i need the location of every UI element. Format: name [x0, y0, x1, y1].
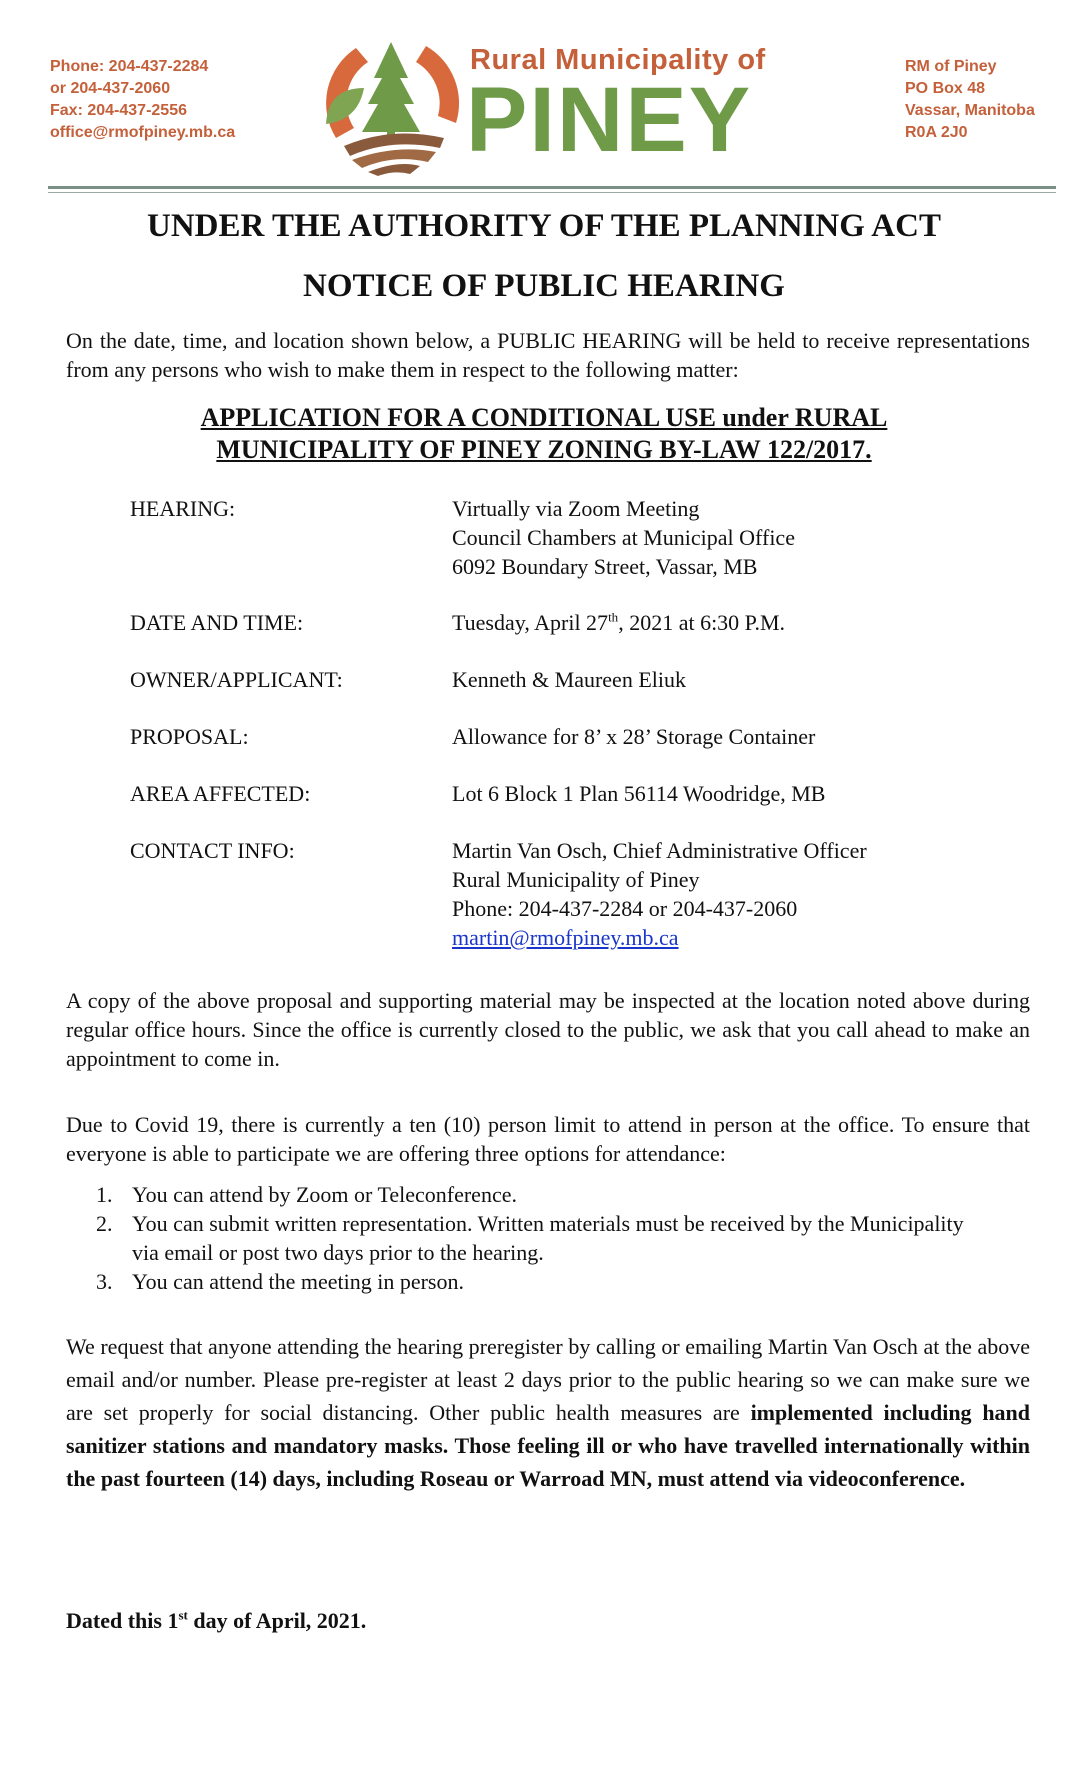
list-number: 3.: [96, 1269, 113, 1294]
inspection-paragraph: A copy of the above proposal and supporting material may be inspected at the location noted above during regular office hours. Since the office is currently closed to the public, we ask that you call ahead to make an appointment to come in.: [66, 988, 1030, 1071]
address-line-4: R0A 2J0: [905, 124, 968, 141]
preregister-text: We request that anyone attending the hearing preregister by calling or emailing Martin Van Osch at the above email and/or number. Please pre-register at least 2 days prior to the public hearing so we can make sure we are set properly for social distancing. Other public health measures are: [66, 1334, 1030, 1425]
office-email-line: office@rmofpiney.mb.ca: [50, 124, 236, 141]
owner-value: Kenneth & Maureen Eliuk: [452, 667, 686, 692]
address-line-1: RM of Piney: [905, 58, 997, 75]
list-item-text: You can attend by Zoom or Teleconference.: [132, 1182, 517, 1207]
area-label: AREA AFFECTED:: [130, 781, 311, 806]
contact-value: [452, 836, 867, 952]
intro-paragraph: On the date, time, and location shown below, a PUBLIC HEARING will be held to receive representations from any persons who wish to make them in respect to the following matter:: [66, 328, 1030, 382]
list-item-text: You can attend the meeting in person.: [132, 1269, 464, 1294]
notice-heading: NOTICE OF PUBLIC HEARING: [303, 268, 785, 304]
date-time-text: , 2021 at 6:30 P.M.: [618, 610, 786, 635]
contact-email-link[interactable]: martin@rmofpiney.mb.ca: [452, 925, 679, 950]
logo-piney-text: PINEY: [466, 69, 753, 171]
contact-line: Rural Municipality of Piney: [452, 867, 700, 892]
dated-ordinal: st: [178, 1607, 188, 1623]
contact-line: Phone: 204-437-2284 or 204-437-2060: [452, 896, 798, 921]
contact-line: Martin Van Osch, Chief Administrative Officer: [452, 838, 867, 863]
list-item: [96, 1267, 996, 1296]
municipal-address-block: [905, 56, 1035, 144]
dated-line: [66, 1608, 366, 1634]
list-item-text: You can submit written representation. Written materials must be received by the Municipality via email or post two days prior to the hearing.: [132, 1211, 964, 1265]
date-value: [452, 608, 785, 637]
dated-text: Dated this 1: [66, 1608, 179, 1633]
fax-line: Fax: 204-437-2556: [50, 102, 187, 119]
list-number: 1.: [96, 1182, 113, 1207]
logo-rural-municipality-text: Rural Municipality of: [470, 44, 766, 76]
preregister-paragraph: [66, 1330, 1030, 1495]
tree-field-logo-icon: [316, 28, 466, 178]
dated-text-end: day of April, 2021.: [187, 1608, 367, 1633]
proposal-value: Allowance for 8’ x 28’ Storage Container: [452, 724, 816, 749]
phone-alt-line: or 204-437-2060: [50, 80, 171, 97]
hearing-label: HEARING:: [130, 496, 236, 521]
list-number: 2.: [96, 1211, 113, 1236]
authority-heading: UNDER THE AUTHORITY OF THE PLANNING ACT: [147, 208, 941, 244]
health-measures-text: implemented including hand sanitizer stations and mandatory masks. Those feeling ill or who have travelled internationally within the past fourteen (14) days, including Roseau or Warroad MN, must attend via videoconference.: [66, 1400, 1031, 1491]
header-divider-thin: [48, 192, 1056, 193]
date-label: DATE AND TIME:: [130, 610, 304, 635]
hearing-line: Virtually via Zoom Meeting: [452, 496, 700, 521]
contact-label: CONTACT INFO:: [130, 838, 295, 863]
letterhead: [0, 0, 1088, 200]
application-title-line-2: MUNICIPALITY OF PINEY ZONING BY-LAW 122/2017.: [216, 435, 872, 464]
application-title-line-1: APPLICATION FOR A CONDITIONAL USE under RURAL: [200, 403, 888, 432]
owner-label: OWNER/APPLICANT:: [130, 667, 343, 692]
address-line-2: PO Box 48: [905, 80, 986, 97]
hearing-value: [452, 494, 795, 581]
list-item: [96, 1209, 996, 1267]
list-item: [96, 1180, 996, 1209]
proposal-label: PROPOSAL:: [130, 724, 249, 749]
address-line-3: Vassar, Manitoba: [905, 102, 1035, 119]
covid-paragraph: Due to Covid 19, there is currently a ten (10) person limit to attend in person at the office. To ensure that everyone is able to participate we are offering three options for attendance:: [66, 1112, 1030, 1166]
phone-line: Phone: 204-437-2284: [50, 58, 209, 75]
hearing-line: Council Chambers at Municipal Office: [452, 525, 795, 550]
hearing-line: 6092 Boundary Street, Vassar, MB: [452, 554, 758, 579]
area-value: Lot 6 Block 1 Plan 56114 Woodridge, MB: [452, 781, 826, 806]
date-ordinal: th: [608, 609, 619, 625]
attendance-options-list: [96, 1180, 996, 1296]
municipal-contact-block: [50, 56, 235, 144]
header-divider: [48, 186, 1056, 189]
date-text: Tuesday, April 27: [452, 610, 609, 635]
